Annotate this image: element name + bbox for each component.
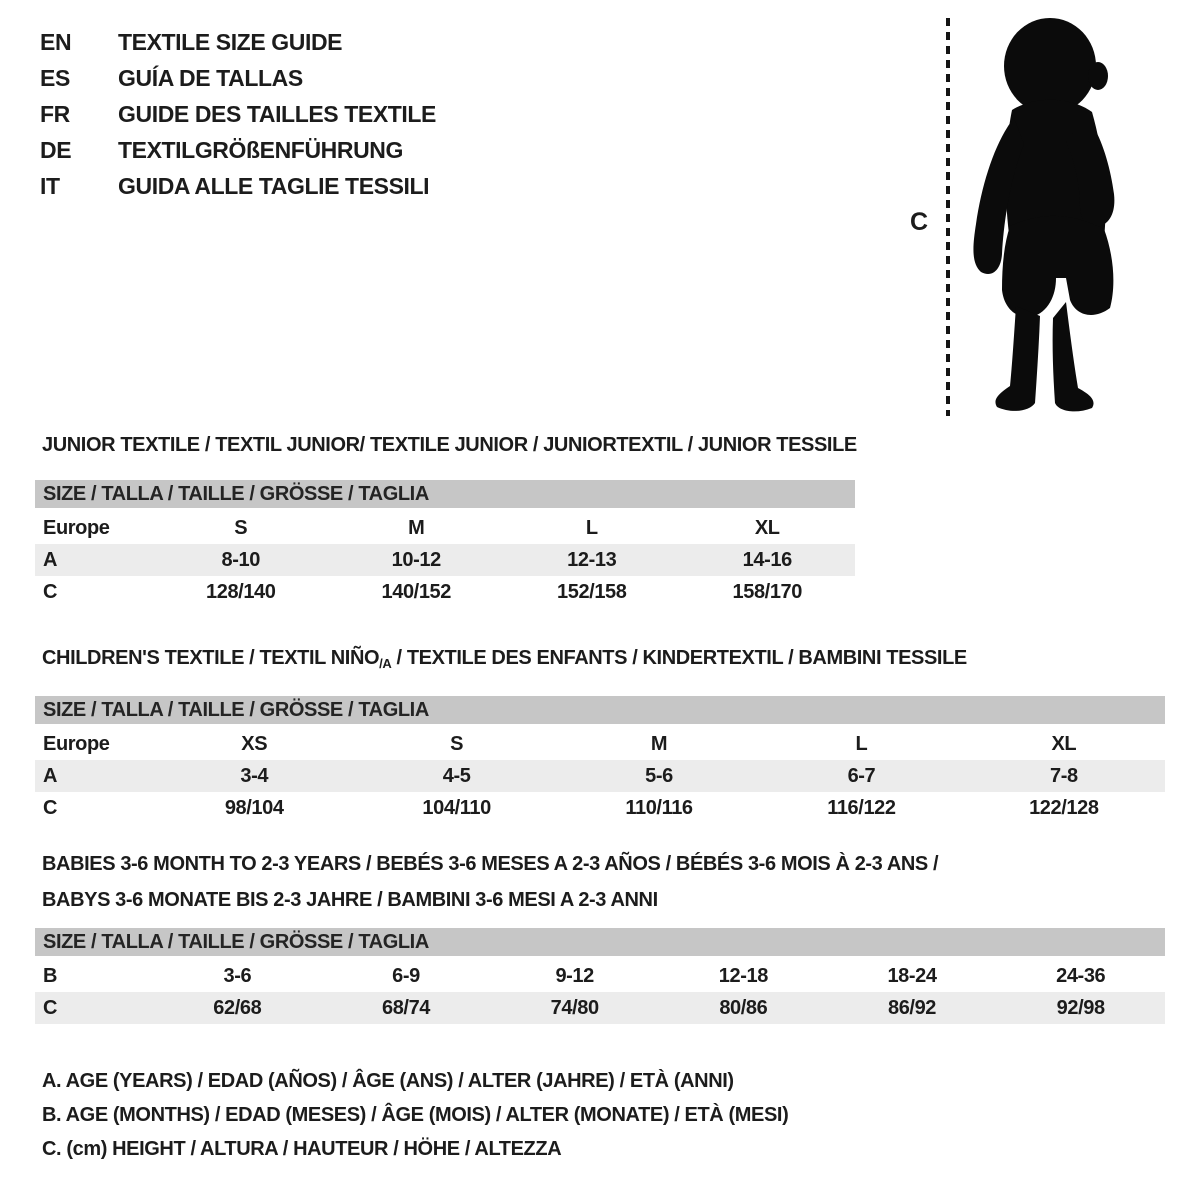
table-cell: L — [585, 516, 598, 539]
title-part: /A — [379, 656, 392, 671]
table-row — [35, 576, 855, 608]
table-cell: 62/68 — [213, 996, 262, 1019]
section-junior — [35, 432, 855, 608]
size-header-bar: SIZE / TALLA / TAILLE / GRÖSSE / TAGLIA — [35, 480, 855, 508]
size-header-bar: SIZE / TALLA / TAILLE / GRÖSSE / TAGLIA — [35, 696, 1165, 724]
language-row — [40, 96, 436, 132]
table-cell: 80/86 — [719, 996, 768, 1019]
language-list — [40, 24, 436, 204]
table-cell: S — [234, 516, 248, 539]
language-title: TEXTILE SIZE GUIDE — [118, 28, 343, 55]
table-cell: 8-10 — [221, 548, 260, 571]
table-cell: 110/116 — [625, 796, 693, 819]
size-table — [35, 960, 1165, 1024]
table-row — [35, 544, 855, 576]
row-label: A — [43, 764, 58, 787]
title-part: / TEXTILE DES ENFANTS / KINDERTEXTIL / BAMBINI TESSILE — [391, 647, 967, 669]
language-title: GUIDA ALLE TAGLIE TESSILI — [118, 172, 430, 199]
table-cell: 68/74 — [381, 996, 431, 1019]
section-title — [42, 432, 855, 458]
legend-line: B. AGE (MONTHS) / EDAD (MESES) / ÂGE (MOIS) / ALTER (MONATE) / ETÀ (MESI) — [42, 1104, 789, 1126]
row-label: C — [43, 796, 58, 819]
row-label: Europe — [43, 516, 110, 539]
row-label: B — [43, 964, 58, 987]
table-cell: 14-16 — [742, 548, 792, 571]
size-table — [35, 728, 1165, 824]
table-cell: 12-13 — [567, 548, 617, 571]
table-row — [35, 760, 1165, 792]
section-titles — [35, 432, 855, 458]
title-part: BABIES 3-6 MONTH TO 2-3 YEARS / BEBÉS 3-6 MESES A 2-3 AÑOS / BÉBÉS 3-6 MOIS À 2-3 ANS / — [42, 853, 939, 875]
table-cell: 10-12 — [391, 548, 441, 571]
section-title — [42, 846, 1165, 882]
table-cell: 9-12 — [555, 964, 594, 987]
table-cell: 3-4 — [240, 764, 269, 787]
row-label: A — [43, 548, 58, 571]
language-row — [40, 60, 436, 96]
table-cell: XL — [1051, 732, 1077, 755]
language-code: IT — [40, 172, 60, 199]
table-cell: 152/158 — [557, 580, 627, 603]
table-cell: M — [650, 732, 668, 755]
table-row — [35, 512, 855, 544]
section-titles — [35, 645, 1165, 677]
language-title: GUIDE DES TAILLES TEXTILE — [118, 100, 436, 127]
section-babies — [35, 846, 1165, 1024]
table-row — [35, 792, 1165, 824]
table-row — [35, 728, 1165, 760]
legend-line: C. (cm) HEIGHT / ALTURA / HAUTEUR / HÖHE / ALTEZZA — [42, 1138, 562, 1160]
row-label: C — [43, 996, 58, 1019]
title-part: JUNIOR TEXTILE / TEXTIL JUNIOR/ TEXTILE JUNIOR / JUNIORTEXTIL / JUNIOR TESSILE — [42, 434, 857, 456]
language-row — [40, 168, 436, 204]
table-cell: 7-8 — [1049, 764, 1078, 787]
title-part: BABYS 3-6 MONATE BIS 2-3 JAHRE / BAMBINI 3-6 MESI A 2-3 ANNI — [42, 889, 658, 911]
table-cell: 116/122 — [827, 796, 896, 819]
table-cell: 104/110 — [422, 796, 491, 819]
table-cell: 4-5 — [442, 764, 471, 787]
table-cell: 6-7 — [847, 764, 876, 787]
language-code: ES — [40, 64, 70, 91]
language-code: EN — [40, 28, 72, 55]
table-cell: S — [450, 732, 464, 755]
table-cell: 86/92 — [887, 996, 937, 1019]
table-cell: 140/152 — [381, 580, 451, 603]
language-code: FR — [40, 100, 70, 127]
title-part: CHILDREN'S TEXTILE / TEXTIL NIÑO — [42, 647, 380, 669]
table-cell: 3-6 — [223, 964, 252, 987]
table-cell: 98/104 — [224, 796, 284, 819]
table-cell: XS — [241, 732, 268, 755]
table-cell: 6-9 — [392, 964, 420, 987]
legend — [42, 1064, 788, 1166]
table-cell: 128/140 — [206, 580, 276, 603]
language-title: GUÍA DE TALLAS — [118, 64, 303, 91]
table-cell: 122/128 — [1029, 796, 1099, 819]
section-titles — [35, 846, 1165, 918]
row-label: C — [43, 580, 58, 603]
section-title — [42, 882, 1165, 918]
size-header-bar: SIZE / TALLA / TAILLE / GRÖSSE / TAGLIA — [35, 928, 1165, 956]
table-cell: 158/170 — [732, 580, 802, 603]
toddler-silhouette — [962, 14, 1140, 418]
height-measure-line — [946, 18, 950, 416]
language-row — [40, 24, 436, 60]
table-row — [35, 960, 1165, 992]
section-children — [35, 645, 1165, 824]
table-cell: 18-24 — [887, 964, 937, 987]
table-cell: 24-36 — [1056, 964, 1106, 987]
table-cell: 92/98 — [1056, 996, 1105, 1019]
table-cell: XL — [754, 516, 780, 539]
legend-line: A. AGE (YEARS) / EDAD (AÑOS) / ÂGE (ANS) / ALTER (JAHRE) / ETÀ (ANNI) — [42, 1070, 734, 1092]
table-cell: M — [408, 516, 425, 539]
table-cell: L — [855, 732, 868, 755]
table-cell: 12-18 — [718, 964, 768, 987]
language-title: TEXTILGRÖßENFÜHRUNG — [118, 136, 403, 163]
table-row — [35, 992, 1165, 1024]
height-measure-label: C — [910, 208, 928, 236]
section-title — [42, 645, 1165, 677]
language-row — [40, 132, 436, 168]
language-code: DE — [40, 136, 72, 163]
size-table — [35, 512, 855, 608]
table-cell: 5-6 — [645, 764, 673, 787]
table-cell: 74/80 — [550, 996, 599, 1019]
row-label: Europe — [43, 732, 110, 755]
